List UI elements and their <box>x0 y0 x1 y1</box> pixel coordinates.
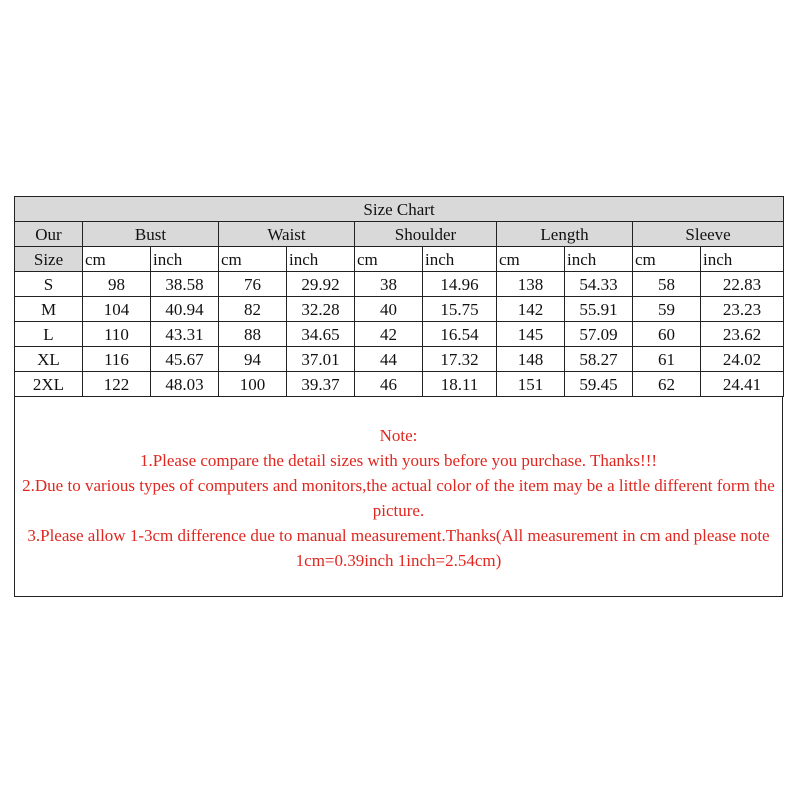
our-label: Our <box>15 222 83 247</box>
chart-title: Size Chart <box>15 197 784 222</box>
measurement-cell: 98 <box>83 272 151 297</box>
size-cell: S <box>15 272 83 297</box>
measurement-cell: 151 <box>497 372 565 397</box>
table-row <box>15 272 784 297</box>
measurement-cell: 44 <box>355 347 423 372</box>
measurement-cell: 59.45 <box>565 372 633 397</box>
measurement-cell: 48.03 <box>151 372 219 397</box>
measurement-cell: 40 <box>355 297 423 322</box>
measurement-cell: 24.41 <box>701 372 784 397</box>
measurement-cell: 59 <box>633 297 701 322</box>
size-cell: 2XL <box>15 372 83 397</box>
measurement-cell: 23.23 <box>701 297 784 322</box>
measurement-cell: 58 <box>633 272 701 297</box>
measurement-cell: 94 <box>219 347 287 372</box>
size-cell: XL <box>15 347 83 372</box>
measurement-cell: 43.31 <box>151 322 219 347</box>
measurement-cell: 45.67 <box>151 347 219 372</box>
measurement-cell: 55.91 <box>565 297 633 322</box>
measurement-cell: 39.37 <box>287 372 355 397</box>
unit-inch: inch <box>151 247 219 272</box>
measurement-cell: 61 <box>633 347 701 372</box>
measurement-cell: 145 <box>497 322 565 347</box>
measurement-cell: 18.11 <box>423 372 497 397</box>
measurement-cell: 54.33 <box>565 272 633 297</box>
measurement-cell: 104 <box>83 297 151 322</box>
size-cell: M <box>15 297 83 322</box>
measurement-cell: 100 <box>219 372 287 397</box>
measurement-cell: 138 <box>497 272 565 297</box>
measurement-cell: 34.65 <box>287 322 355 347</box>
size-label: Size <box>15 247 83 272</box>
measurement-cell: 14.96 <box>423 272 497 297</box>
size-table <box>14 196 784 397</box>
measurement-cell: 42 <box>355 322 423 347</box>
unit-inch: inch <box>701 247 784 272</box>
table-row <box>15 372 784 397</box>
unit-cm: cm <box>355 247 423 272</box>
note-line-2: 2.Due to various types of computers and monitors,the actual color of the item may be a little different form the picture. <box>22 476 775 520</box>
measurement-cell: 32.28 <box>287 297 355 322</box>
measurement-cell: 23.62 <box>701 322 784 347</box>
size-cell: L <box>15 322 83 347</box>
unit-cm: cm <box>219 247 287 272</box>
unit-inch: inch <box>423 247 497 272</box>
measurement-cell: 37.01 <box>287 347 355 372</box>
table-row <box>15 347 784 372</box>
measurement-cell: 46 <box>355 372 423 397</box>
size-chart <box>14 196 783 597</box>
unit-cm: cm <box>497 247 565 272</box>
header-sleeve: Sleeve <box>633 222 784 247</box>
unit-header-row <box>15 247 784 272</box>
measurement-cell: 29.92 <box>287 272 355 297</box>
table-row <box>15 322 784 347</box>
measurement-cell: 17.32 <box>423 347 497 372</box>
measurement-cell: 24.02 <box>701 347 784 372</box>
measurement-cell: 22.83 <box>701 272 784 297</box>
note-box <box>14 397 783 597</box>
table-row <box>15 297 784 322</box>
measurement-cell: 38 <box>355 272 423 297</box>
note-line-1: 1.Please compare the detail sizes with yours before you purchase. Thanks!!! <box>139 451 658 470</box>
header-bust: Bust <box>83 222 219 247</box>
unit-cm: cm <box>633 247 701 272</box>
header-shoulder: Shoulder <box>355 222 497 247</box>
measurement-cell: 76 <box>219 272 287 297</box>
measurement-cell: 110 <box>83 322 151 347</box>
measurement-cell: 148 <box>497 347 565 372</box>
measurement-cell: 38.58 <box>151 272 219 297</box>
measurement-cell: 40.94 <box>151 297 219 322</box>
measurement-cell: 57.09 <box>565 322 633 347</box>
size-rows <box>15 272 784 397</box>
measurement-cell: 16.54 <box>423 322 497 347</box>
header-waist: Waist <box>219 222 355 247</box>
note-heading: Note: <box>379 426 418 445</box>
unit-cm: cm <box>83 247 151 272</box>
unit-inch: inch <box>565 247 633 272</box>
measurement-cell: 58.27 <box>565 347 633 372</box>
measurement-cell: 142 <box>497 297 565 322</box>
group-header-row <box>15 222 784 247</box>
measurement-cell: 116 <box>83 347 151 372</box>
measurement-cell: 88 <box>219 322 287 347</box>
note-line-3: 3.Please allow 1-3cm difference due to manual measurement.Thanks(All measurement in cm and please note 1cm=0.39inch 1inch=2.54cm) <box>27 526 770 570</box>
measurement-cell: 60 <box>633 322 701 347</box>
measurement-cell: 82 <box>219 297 287 322</box>
unit-inch: inch <box>287 247 355 272</box>
measurement-cell: 15.75 <box>423 297 497 322</box>
header-length: Length <box>497 222 633 247</box>
measurement-cell: 62 <box>633 372 701 397</box>
measurement-cell: 122 <box>83 372 151 397</box>
